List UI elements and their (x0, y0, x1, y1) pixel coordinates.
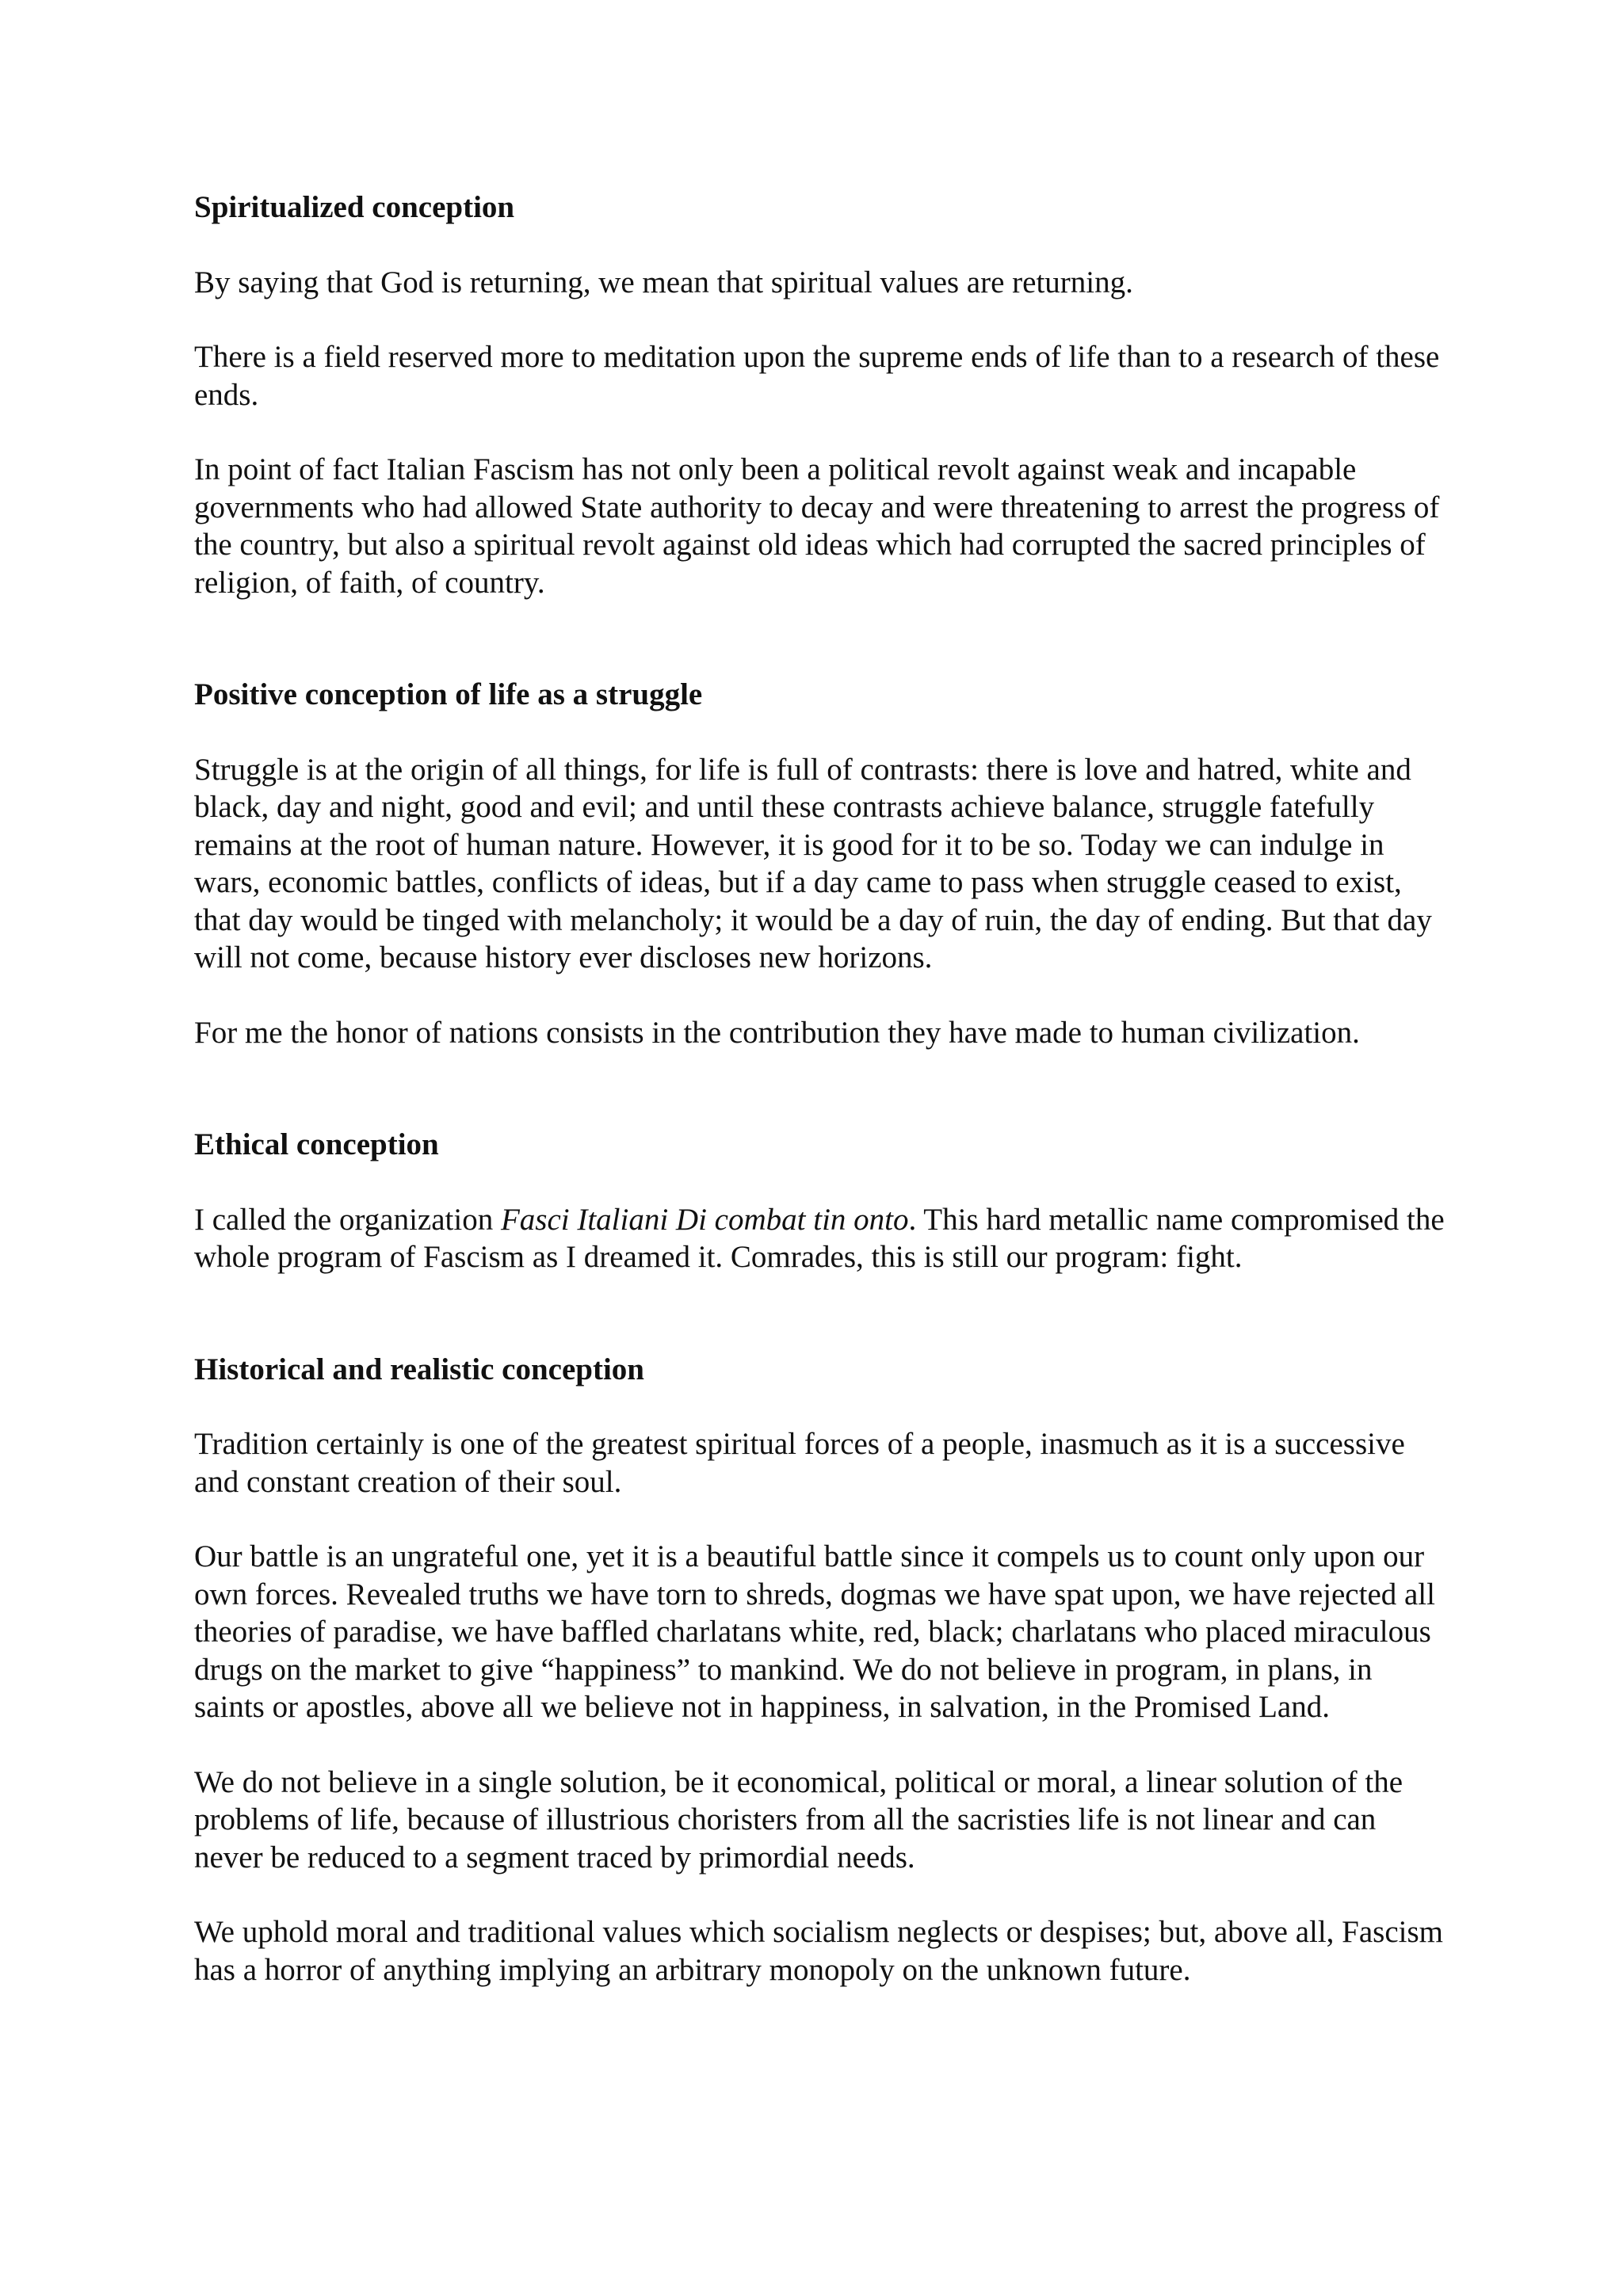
paragraph: Struggle is at the origin of all things, for life is full of contrasts: there is love and hatred, white and black, day and night, good and evil; and until these contrasts achieve balance, struggle fatefully remains at the root of human nature. However, it is good for it to be so. Today we can indulge in wars, economic battles, conflicts of ideas, but if a day came to pass when struggle ceased to exist, that day would be tinged with melancholy; it would be a day of ruin, the day of ending. But that day will not come, because history ever discloses new horizons. (194, 752, 1432, 974)
section-spacer (194, 639, 1446, 676)
paragraph: For me the honor of nations consists in the contribution they have made to human civilization. (194, 1015, 1360, 1050)
paragraph: Our battle is an ungrateful one, yet it is a beautiful battle since it compels us to count only upon our own forces. Revealed truths we have torn to shreds, dogmas we have spat upon, we have rejected all theories of paradise, we have baffled charlatans white, red, black; charlatans who placed miraculous drugs on the market to give “happiness” to mankind. We do not believe in program, in plans, in saints or apostles, above all we believe not in happiness, in salvation, in the Promised Land. (194, 1539, 1435, 1724)
section-heading-spiritualized: Spiritualized conception (194, 190, 515, 224)
organization-name-italic: Fasci Italiani Di combat tin onto (500, 1202, 909, 1237)
document-body (194, 189, 1446, 2026)
section-heading-struggle: Positive conception of life as a struggle (194, 677, 703, 711)
section-spacer (194, 1089, 1446, 1126)
paragraph: We uphold moral and traditional values which socialism neglects or despises; but, above all, Fascism has a horror of anything implying an arbitrary monopoly on the unknown future. (194, 1915, 1444, 1987)
ethical-text-suffix: . This hard metallic name compromised the whole program of Fascism as I dreamed it. Comrades, this is still our program: fight. (194, 1202, 1445, 1274)
section-spacer (194, 1314, 1446, 1351)
section-heading-ethical: Ethical conception (194, 1127, 439, 1161)
paragraph: By saying that God is returning, we mean that spiritual values are returning. (194, 265, 1133, 299)
paragraph: There is a field reserved more to meditation upon the supreme ends of life than to a research of these ends. (194, 340, 1440, 412)
paragraph-ethical (194, 1201, 1446, 1276)
paragraph: In point of fact Italian Fascism has not only been a political revolt against weak and incapable governments who had allowed State authority to decay and were threatening to arrest the progress of the country, but also a spiritual revolt against old ideas which had corrupted the sacred principles of religion, of faith, of country. (194, 452, 1440, 600)
section-heading-historical: Historical and realistic conception (194, 1352, 644, 1386)
ethical-text-prefix: I called the organization (194, 1202, 501, 1237)
paragraph: Tradition certainly is one of the greatest spiritual forces of a people, inasmuch as it is a successive and constant creation of their soul. (194, 1427, 1405, 1499)
paragraph: We do not believe in a single solution, be it economical, political or moral, a linear solution of the problems of life, because of illustrious choristers from all the sacristies life is not linear and can never be reduced to a segment traced by primordial needs. (194, 1764, 1403, 1875)
